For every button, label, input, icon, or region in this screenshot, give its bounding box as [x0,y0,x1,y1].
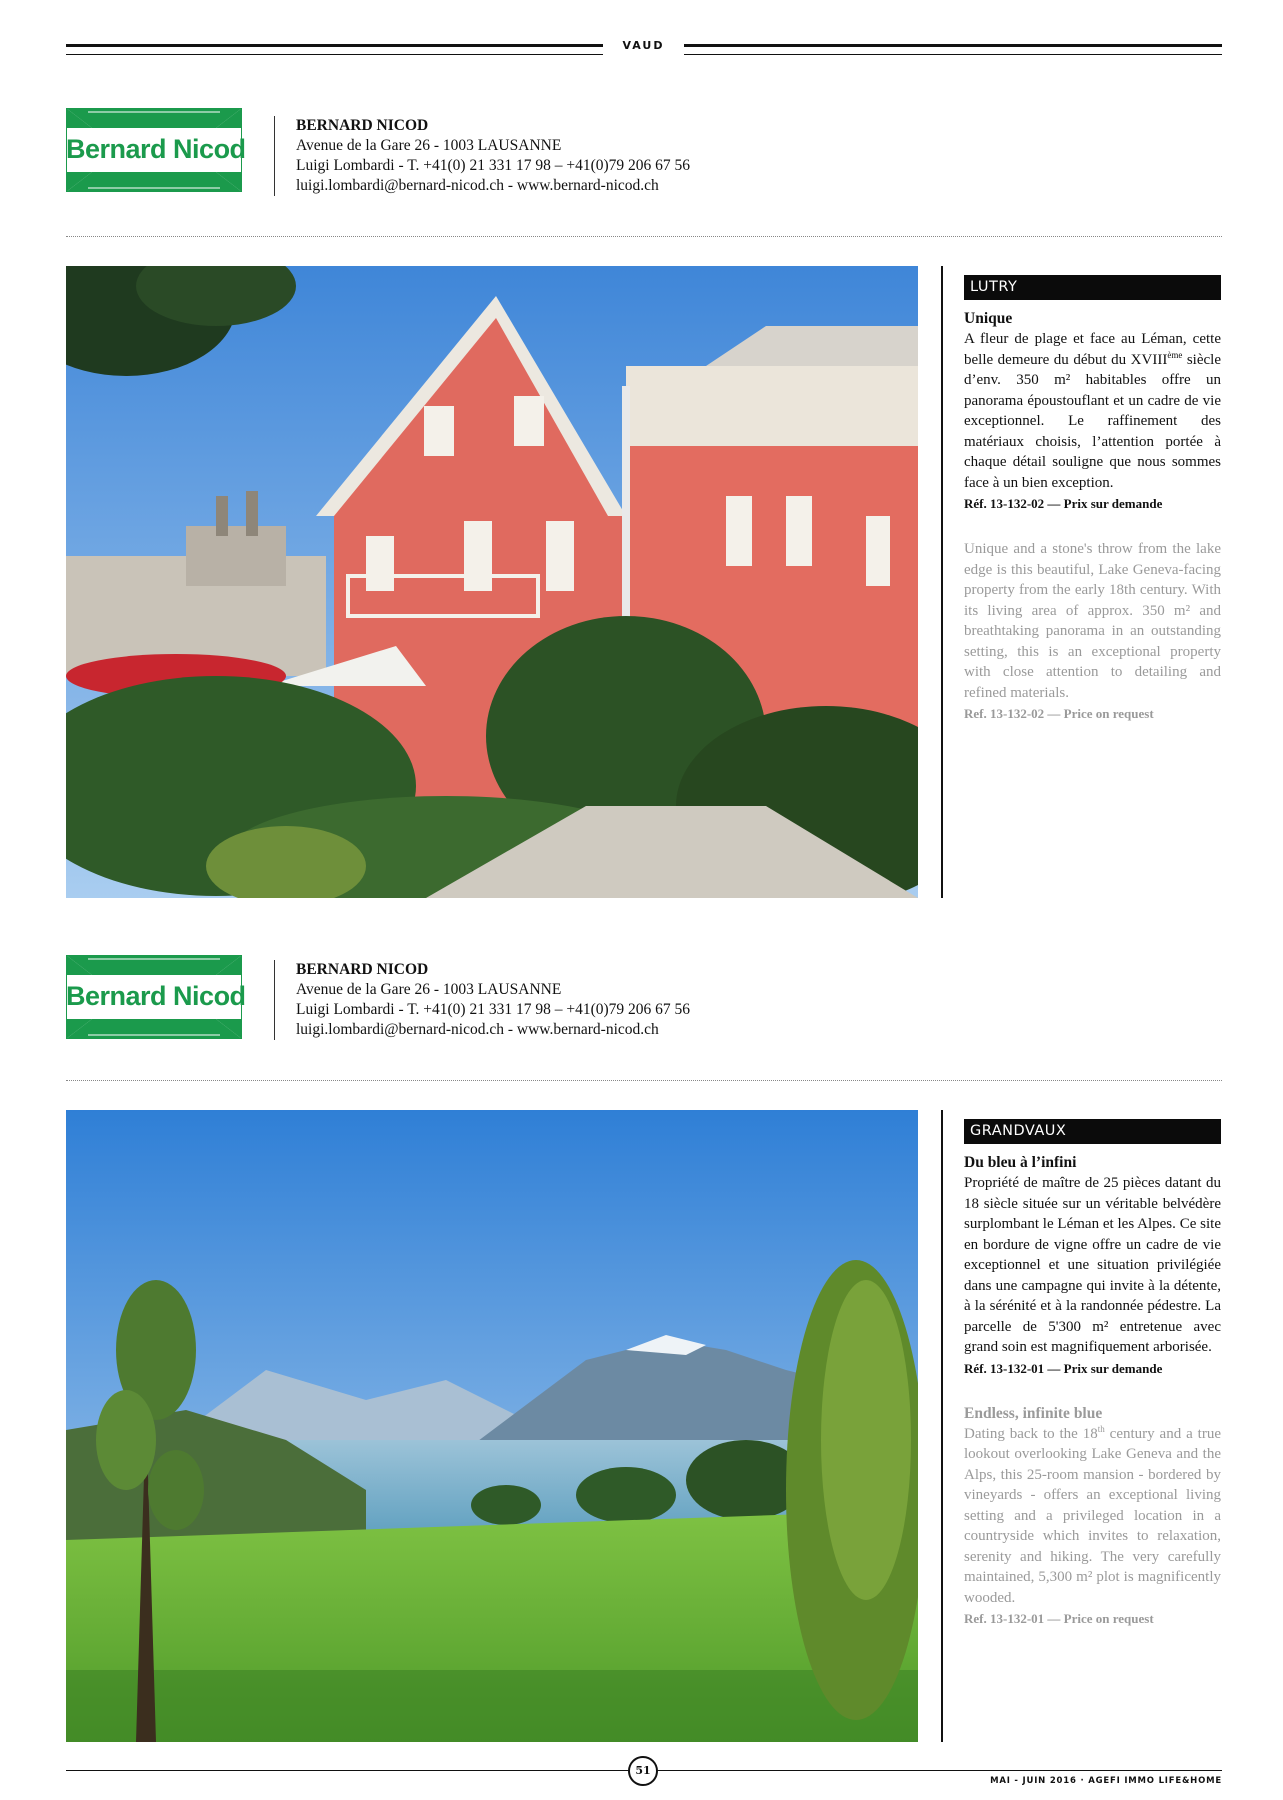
agency-contact [296,960,690,1040]
column-rule [941,1110,943,1742]
section-label: VAUD [622,39,665,52]
agency-name: BERNARD NICOD [296,961,429,978]
listing-photo-grandvaux [66,1110,918,1742]
publication-credit: MAI - JUIN 2016 · AGEFI IMMO LIFE&HOME [990,1776,1222,1786]
location-label: GRANDVAUX [964,1119,1221,1144]
listing-text-lutry [964,275,1221,723]
listing-reference-en: Ref. 13-132-02 — Price on request [964,706,1154,721]
dotted-separator [66,1080,1222,1081]
listing-description-en: Dating back to the 18th century and a true lookout overlooking Lake Geneva and the Alps, this 25-room mansion - bordered by vineyards - offers an exceptional living setting and a privileged location in a countryside which invites to relaxation, serenity and hiking. The very carefully maintained, 5,300 m² plot is magnificently wooded. [964,1423,1221,1606]
agency-contact [296,116,690,196]
agency-email-web: luigi.lombardi@bernard-nicod.ch - www.bernard-nicod.ch [296,1021,659,1038]
header-rule-left [66,44,603,55]
agency-divider [274,116,275,196]
dotted-separator [66,236,1222,237]
agency-divider [274,960,275,1040]
page-number: 51 [628,1756,658,1786]
agency-email-web: luigi.lombardi@bernard-nicod.ch - www.bernard-nicod.ch [296,177,659,194]
listing-photo-lutry [66,266,918,898]
agency-phone: Luigi Lombardi - T. +41(0) 21 331 17 98 – +41(0)79 206 67 56 [296,157,691,174]
logo-wordmark: Bernard Nicod [66,134,246,164]
listing-reference-fr: Réf. 13-132-02 — Prix sur demande [964,496,1163,511]
logo-wordmark: Bernard Nicod [66,981,246,1011]
listing-title-fr: Unique [964,310,1013,327]
listing-text-grandvaux [964,1119,1221,1628]
listing-title-en: Endless, infinite blue [964,1404,1103,1422]
listing-description-fr: A fleur de plage et face au Léman, cette belle demeure du début du XVIIIème siècle d’env. 350 m² habitables offre un panorama époustouflant et un cadre de vie exceptionnel. Le raffinement des matériaux choisis, l’attention portée à chaque détail souligne que nous sommes face à un bien exception. [964,331,1221,491]
agency-name: BERNARD NICOD [296,117,429,134]
listing-description-en: Unique and a stone's throw from the lake edge is this beautiful, Lake Geneva-facing property from the early 18th century. With its living area of approx. 350 m² and breathtaking panorama in an outstanding setting, this is an exceptional property with close attention to detailing and refined materials. [964,541,1221,701]
agency-address: Avenue de la Gare 26 - 1003 LAUSANNE [296,981,562,998]
column-rule [941,266,943,898]
location-label: LUTRY [964,275,1221,300]
listing-description-fr: Propriété de maître de 25 pièces datant du 18 siècle située sur un véritable belvédère surplombant le Léman et les Alpes. Ce site en bordure de vigne offre un cadre de vie exceptionnel et une situation privilégiée dans une campagne qui invite à la détente, à la sérénité et à la randonnée pédestre. La parcelle de 5'300 m² entretenue avec grand soin est magnifiquement arborisée. [964,1175,1221,1355]
listing-reference-fr: Réf. 13-132-01 — Prix sur demande [964,1360,1163,1376]
agency-address: Avenue de la Gare 26 - 1003 LAUSANNE [296,137,562,154]
agency-phone: Luigi Lombardi - T. +41(0) 21 331 17 98 – +41(0)79 206 67 56 [296,1001,691,1018]
bernard-nicod-logo [66,108,246,192]
header-rule-right [684,44,1222,55]
listing-title-fr: Du bleu à l’infini [964,1154,1077,1171]
listing-reference-en: Ref. 13-132-01 — Price on request [964,1611,1154,1626]
bernard-nicod-logo [66,955,246,1039]
